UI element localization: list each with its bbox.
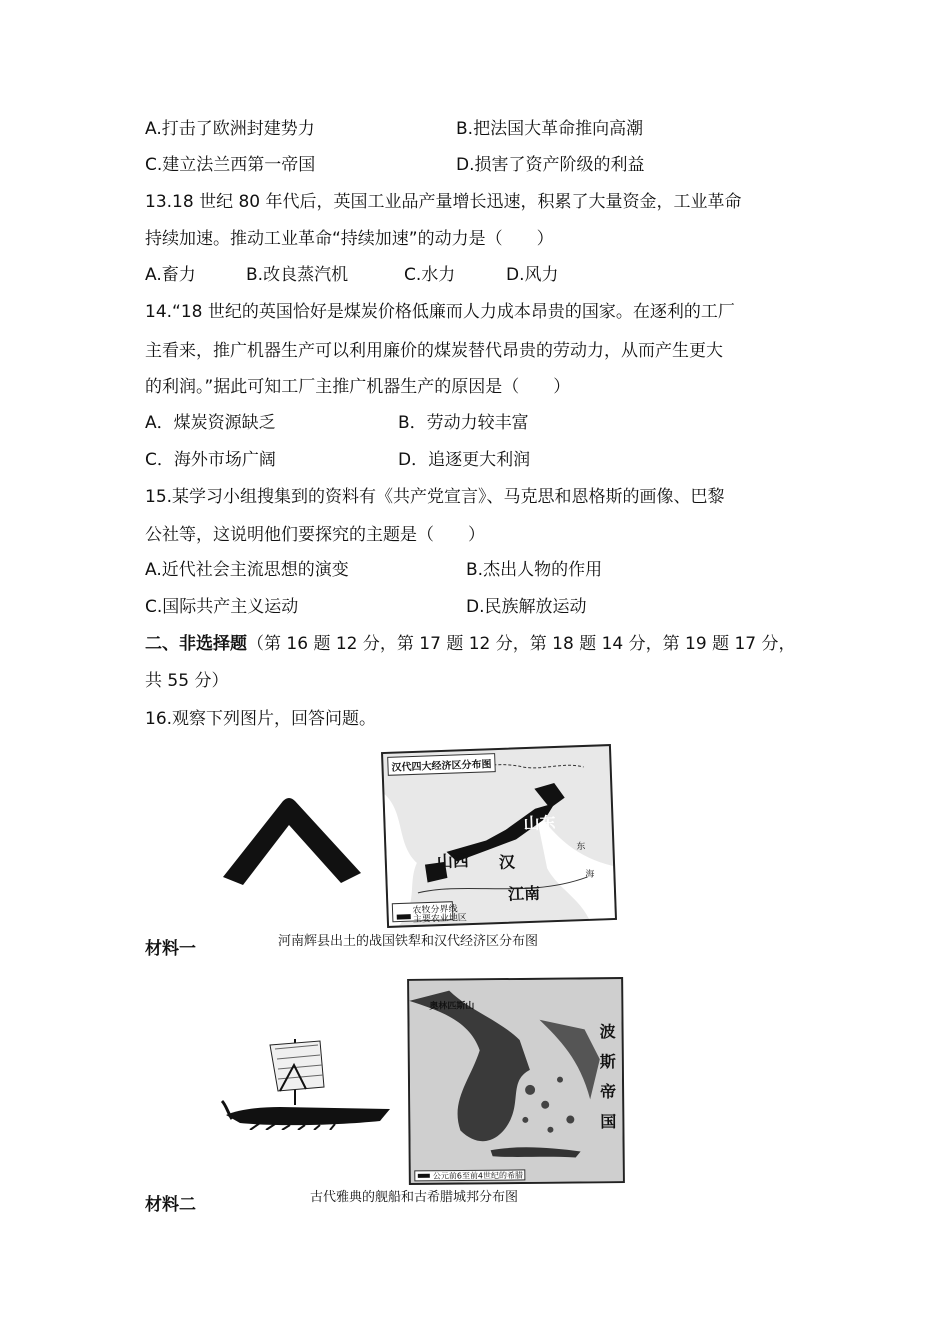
greek-map-persia-1: 波 xyxy=(599,1022,616,1042)
greek-map-persia-3: 帝 xyxy=(600,1082,617,1102)
greek-map-persia-2: 斯 xyxy=(599,1052,616,1072)
q14-option-d: D．追逐更大利润 xyxy=(398,450,531,470)
q13-stem-line2: 持续加速。推动工业革命“持续加速”的动力是（ ） xyxy=(145,229,554,249)
q13-option-d: D.风力 xyxy=(506,265,559,285)
q14-option-a: A．煤炭资源缺乏 xyxy=(145,413,276,433)
q12-option-c: C.建立法兰西第一帝国 xyxy=(145,155,316,175)
han-map-title: 汉代四大经济区分布图 xyxy=(387,753,496,776)
q15-stem-line1: 15.某学习小组搜集到的资料有《共产党宣言》、马克思和恩格斯的画像、巴黎 xyxy=(145,487,725,507)
han-map-region-han: 汉 xyxy=(498,852,516,873)
greek-map-legend: 公元前6至前4世纪的希腊 xyxy=(432,1170,524,1181)
section2-line2: 共 55 分） xyxy=(145,671,229,691)
material2-label: 材料二 xyxy=(145,1195,196,1215)
han-map-label-dong: 东 xyxy=(576,841,586,853)
q13-option-c: C.水力 xyxy=(404,265,456,285)
greek-map-persia-4: 国 xyxy=(600,1112,617,1132)
han-map-legend-boundary: 农牧分界线 xyxy=(412,904,458,917)
han-map-region-shanxi: 山西 xyxy=(436,851,470,872)
han-map-region-jiangnan: 江南 xyxy=(507,883,541,904)
material2-caption: 古代雅典的舰船和古希腊城邦分布图 xyxy=(310,1190,519,1205)
q12-option-a: A.打击了欧洲封建势力 xyxy=(145,119,315,139)
han-map-label-hai: 海 xyxy=(585,869,595,881)
q14-stem-line2: 主看来，推广机器生产可以利用廉价的煤炭替代昂贵的劳动力，从而产生更大 xyxy=(145,341,723,361)
athenian-warship-image xyxy=(220,1035,395,1130)
q15-option-b: B.杰出人物的作用 xyxy=(466,560,603,580)
q15-stem-line2: 公社等，这说明他们要探究的主题是（ ） xyxy=(145,525,485,545)
q15-option-a: A.近代社会主流思想的演变 xyxy=(145,560,349,580)
han-map-region-shandong: 山东 xyxy=(523,813,556,834)
q14-option-b: B．劳动力较丰富 xyxy=(398,413,529,433)
q15-option-d: D.民族解放运动 xyxy=(466,597,587,617)
q14-option-c: C．海外市场广阔 xyxy=(145,450,276,470)
han-economic-map xyxy=(381,744,617,928)
q14-stem-line3: 的利润。”据此可知工厂主推广机器生产的原因是（ ） xyxy=(145,377,571,397)
q16-stem: 16.观察下列图片，回答问题。 xyxy=(145,709,377,729)
q12-option-d: D.损害了资产阶级的利益 xyxy=(456,155,645,175)
q13-stem-line1: 13.18 世纪 80 年代后，英国工业品产量增长迅速，积累了大量资金，工业革命 xyxy=(145,192,742,212)
greek-citystate-map xyxy=(407,977,625,1185)
section2-detail: （第 16 题 12 分，第 17 题 12 分，第 18 题 14 分，第 19 题 17 分， xyxy=(247,634,796,654)
section2-heading-line xyxy=(145,633,796,655)
q15-option-c: C.国际共产主义运动 xyxy=(145,597,299,617)
material1-label: 材料一 xyxy=(145,939,196,959)
iron-plough-image xyxy=(215,795,365,885)
material1-caption: 河南辉县出土的战国铁犁和汉代经济区分布图 xyxy=(278,934,539,949)
q14-stem-line1: 14.“18 世纪的英国恰好是煤炭价格低廉而人力成本昂贵的国家。在逐利的工厂 xyxy=(145,302,735,322)
section2-heading: 二、非选择题 xyxy=(145,634,247,654)
han-map-legend-agri: 主要农业地区 xyxy=(412,913,468,926)
greek-map-olympus: 奥林匹斯山 xyxy=(429,1001,475,1012)
q12-option-b: B.把法国大革命推向高潮 xyxy=(456,119,644,139)
q13-option-a: A.畜力 xyxy=(145,265,196,285)
q13-option-b: B.改良蒸汽机 xyxy=(246,265,349,285)
